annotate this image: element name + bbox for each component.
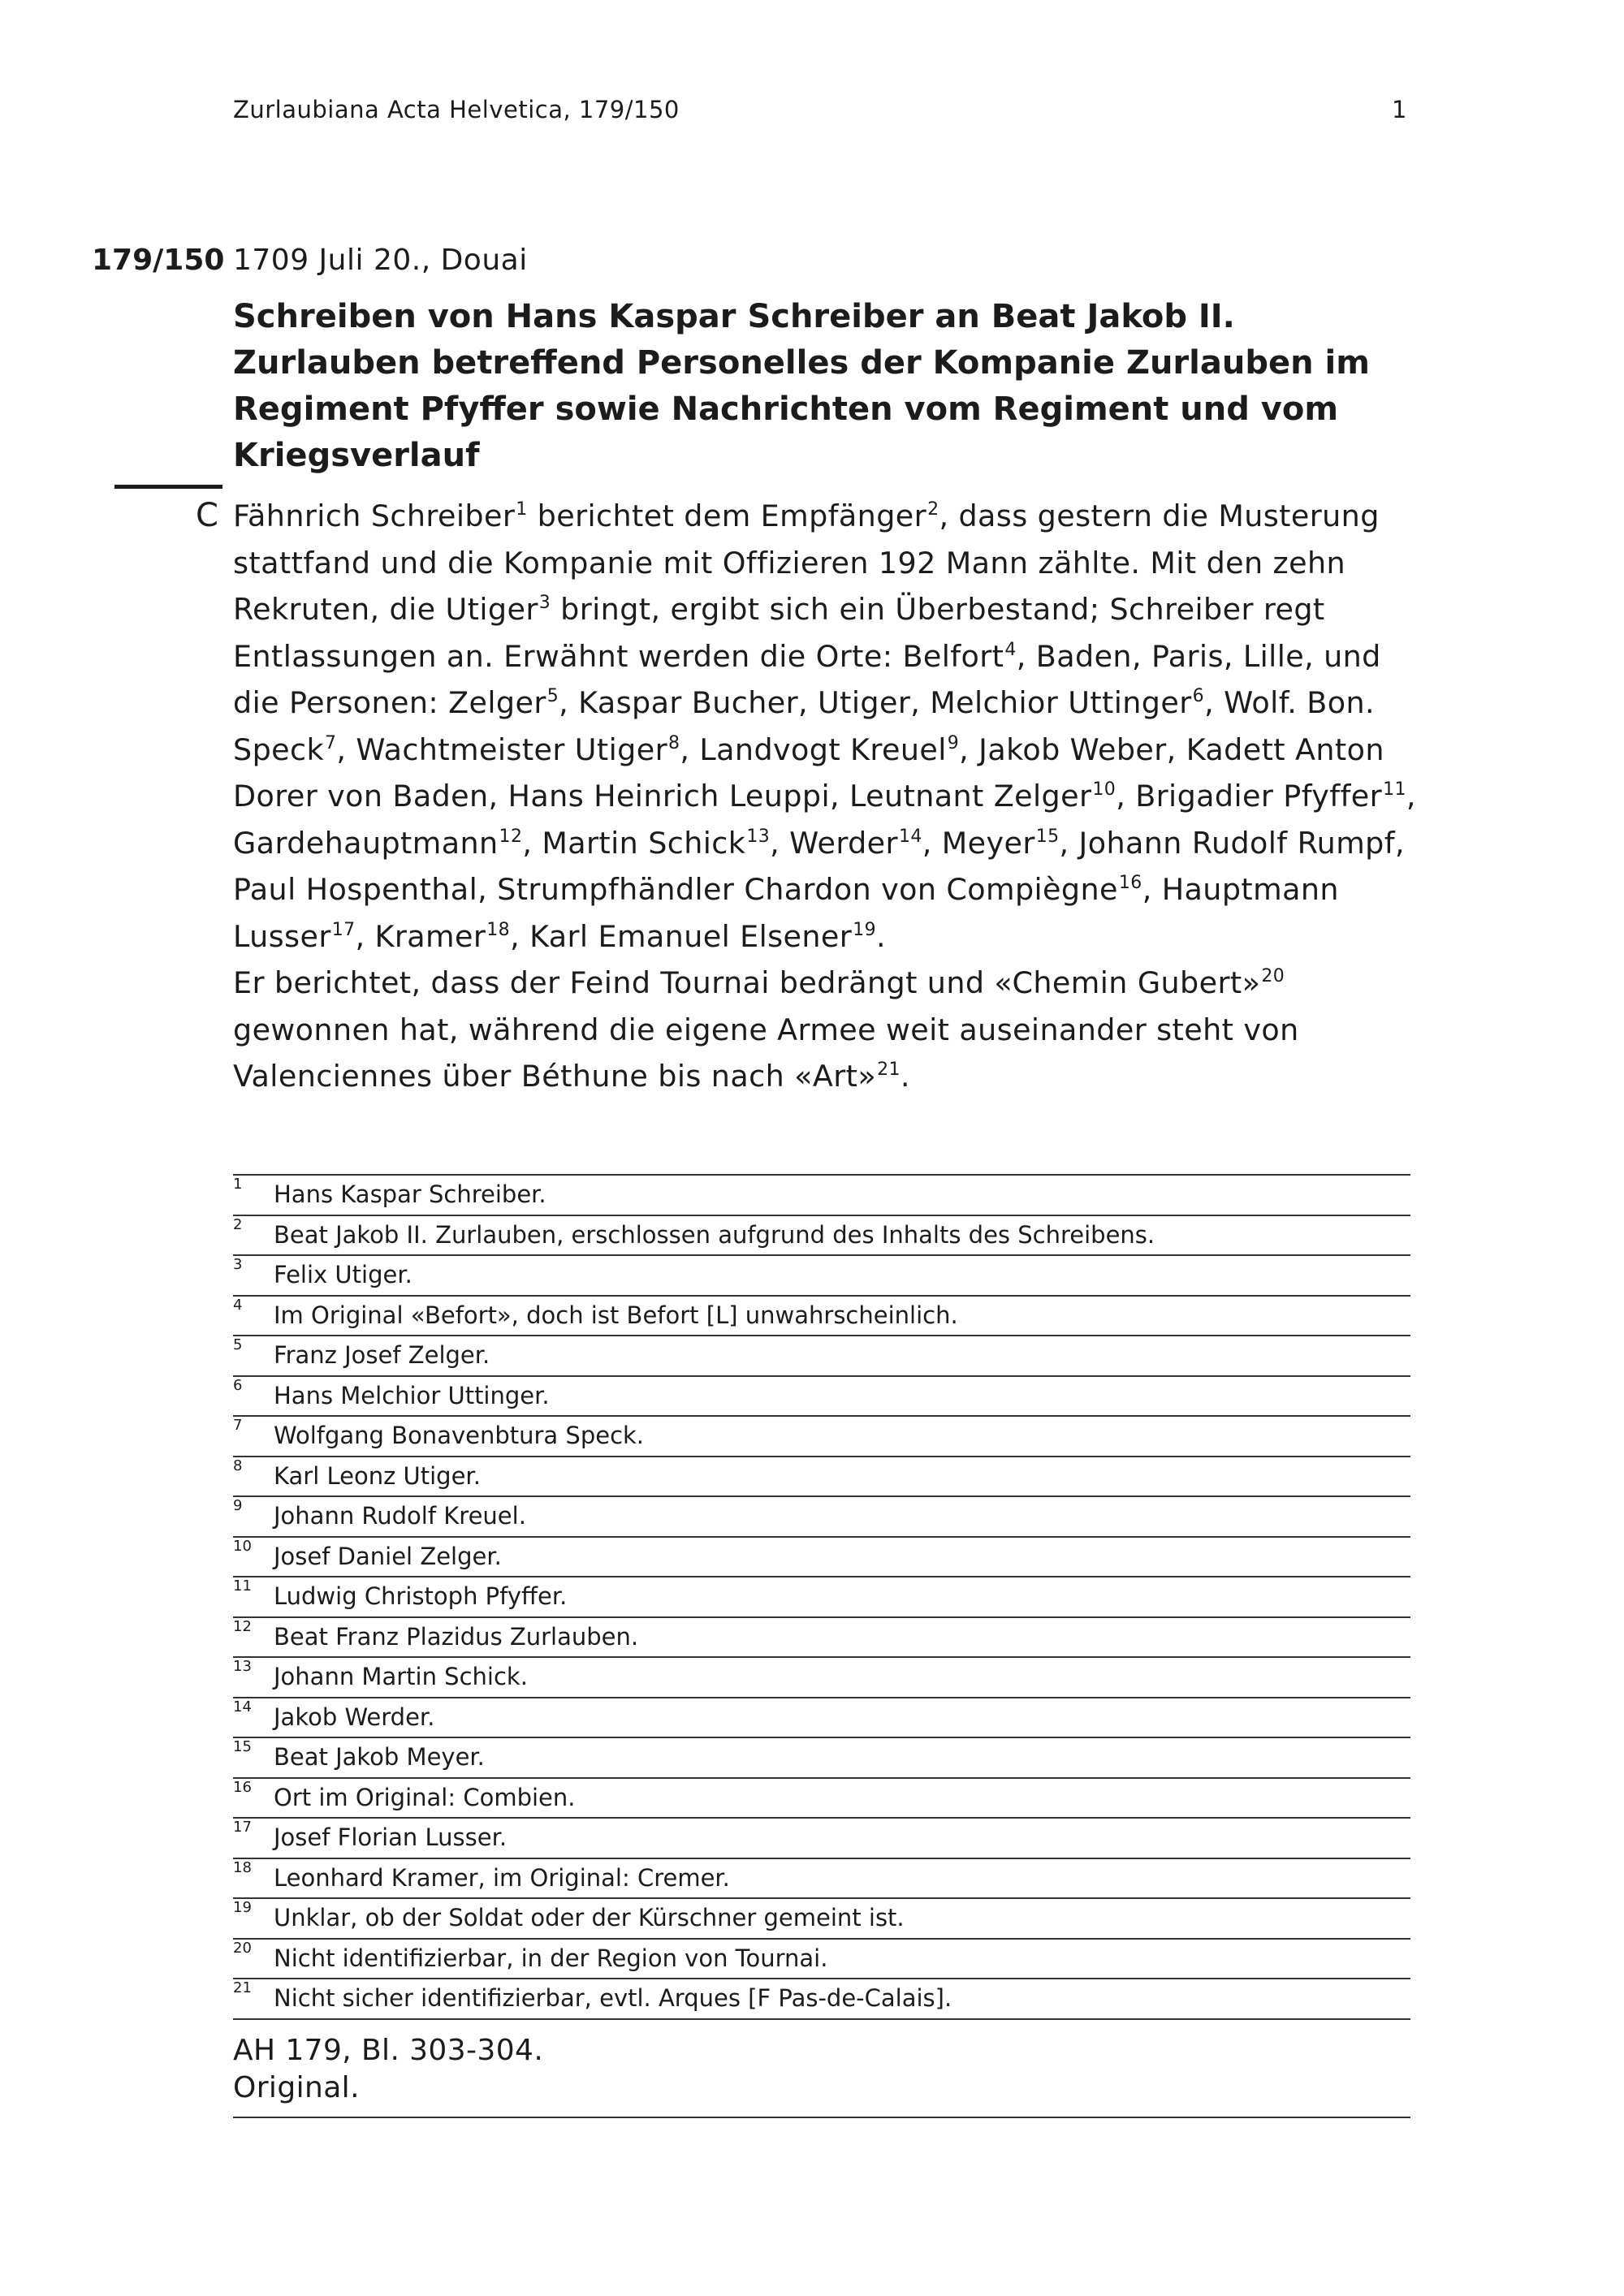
margin-mark: C	[196, 497, 218, 534]
footnote-ref[interactable]: 18	[486, 919, 511, 940]
summary-paragraph-1: Fähnrich Schreiber$^1$ berichtet dem Empfänger$^2$, dass gestern die Musterung stattfand und die Kompanie mit Offizieren 192 Mann zählte. Mit den zehn Rekruten, die Utiger$^3$ bringt, ergibt sich ein Überbestand; Schreiber regt Entlassungen an. Erwähnt werden die Orte: Belfort$^4$, Baden, Paris, Lille, und die Personen: Zelger$^5$, Kaspar Bucher, Utiger, Melchior Uttinger$^6$, Wolf. Bon. Speck$^7$, Wachtmeister Utiger$^8$, Landvogt Kreuel$^9$, Jakob Weber, Kadett Anton Dorer von Baden, Hans Heinrich Leuppi, Leutnant Zelger$^{10}$, Brigadier Pfyffer$^{11}$, Gardehauptmann$^{12}$, Martin Schick$^{13}$, Werder$^{14}$, Meyer$^{15}$, Johann Rudolf Rumpf, Paul Hospenthal, Strumpfhändler Chardon von Compiègne$^{16}$, Hauptmann Lusser$^{17}$, Kramer$^{18}$, Karl Emanuel Elsener$^{19}$.	[233, 498, 1416, 954]
footnote-text: Johann Rudolf Kreuel.	[274, 1502, 526, 1530]
footnote-text: Im Original «Befort», doch ist Befort [L] unwahrscheinlich.	[274, 1301, 958, 1329]
footnote-item	[233, 1940, 1410, 1980]
footnote-item	[233, 1297, 1410, 1337]
footnote-text: Leonhard Kramer, im Original: Cremer.	[274, 1863, 730, 1892]
footnote-text: Franz Josef Zelger.	[274, 1341, 490, 1369]
footnote-item	[233, 1497, 1410, 1538]
footnote-ref[interactable]: 10	[1092, 779, 1116, 800]
footnote-text: Felix Utiger.	[274, 1261, 412, 1288]
footnote-ref[interactable]: 5	[546, 686, 559, 706]
page-number: 1	[1392, 96, 1407, 123]
footnote-item	[233, 1899, 1410, 1940]
footnote-text: Beat Jakob II. Zurlauben, erschlossen aufgrund des Inhalts des Schreibens.	[274, 1220, 1155, 1249]
footnote-number: 17	[233, 1819, 252, 1836]
footnote-ref[interactable]: 1	[516, 499, 528, 520]
footnote-text: Josef Florian Lusser.	[274, 1823, 508, 1851]
document-date-place: 1709 Juli 20., Douai	[233, 244, 528, 277]
footnote-ref[interactable]: 20	[1261, 966, 1285, 986]
footnote-text: Wolfgang Bonavenbtura Speck.	[274, 1422, 645, 1449]
footnote-ref[interactable]: 9	[947, 732, 960, 753]
footnote-ref[interactable]: 6	[1192, 686, 1205, 706]
footnote-number: 5	[233, 1336, 243, 1353]
footnote-number: 7	[233, 1417, 243, 1434]
footnote-text: Nicht identifizierbar, in der Region von Tournai.	[274, 1944, 828, 1972]
footnote-number: 10	[233, 1537, 252, 1555]
footnote-item	[233, 1538, 1410, 1578]
footnote-text: Hans Melchior Uttinger.	[274, 1381, 550, 1409]
summary-paragraph-2: Er berichtet, dass der Feind Tournai bedrängt und «Chemin Gubert»$^{20}$ gewonnen hat, während die eigene Armee weit auseinander steht von Valenciennes über Béthune bis nach «Art»$^{21}$.	[233, 965, 1299, 1094]
footnote-ref[interactable]: 8	[668, 732, 680, 753]
footnote-text: Ludwig Christoph Pfyffer.	[274, 1582, 568, 1610]
footnote-ref[interactable]: 13	[746, 826, 771, 847]
summary	[233, 493, 1419, 1100]
footnote-ref[interactable]: 11	[1383, 779, 1406, 800]
footnote-item	[233, 1779, 1410, 1819]
footnote-number: 4	[233, 1296, 243, 1314]
footnote-text: Johann Martin Schick.	[274, 1663, 528, 1690]
footnote-text: Unklar, ob der Soldat oder der Kürschner gemeint ist.	[274, 1904, 905, 1931]
source-reference	[233, 2032, 1410, 2118]
footnote-item	[233, 1738, 1410, 1779]
footnote-number: 6	[233, 1376, 243, 1394]
footnote-ref[interactable]: 16	[1118, 873, 1142, 893]
footnote-ref[interactable]: 19	[853, 919, 876, 940]
footnote-item	[233, 1377, 1410, 1418]
footnotes-list	[233, 1174, 1410, 2020]
footnote-ref[interactable]: 4	[1004, 639, 1017, 660]
footnote-item	[233, 1176, 1410, 1216]
margin-rule	[114, 485, 222, 489]
footnote-number: 12	[233, 1617, 252, 1635]
document-title: Schreiben von Hans Kaspar Schreiber an Beat Jakob II. Zurlauben betreffend Personelles der Kompanie Zurlauben im Regiment Pfyffer sowie Nachrichten vom Regiment und vom Kriegsverlauf	[233, 298, 1370, 474]
footnote-text: Jakob Werder.	[274, 1703, 435, 1731]
footnote-text: Hans Kaspar Schreiber.	[274, 1180, 546, 1208]
footnote-number: 20	[233, 1939, 252, 1957]
footnote-text: Nicht sicher identifizierbar, evtl. Arques [F Pas-de-Calais].	[274, 1984, 952, 2012]
footnote-number: 11	[233, 1577, 252, 1595]
footnote-ref[interactable]: 7	[325, 732, 337, 753]
footnote-ref[interactable]: 17	[331, 919, 356, 940]
running-head: Zurlaubiana Acta Helvetica, 179/150	[233, 96, 680, 123]
footnote-text: Ort im Original: Combien.	[274, 1783, 576, 1811]
footnote-text: Karl Leonz Utiger.	[274, 1461, 481, 1490]
footnote-number: 13	[233, 1658, 252, 1675]
footnote-ref[interactable]: 21	[877, 1060, 901, 1080]
footnote-item	[233, 1859, 1410, 1900]
footnote-item	[233, 1618, 1410, 1659]
footnote-number: 19	[233, 1899, 252, 1916]
footnote-item	[233, 1216, 1410, 1257]
footnote-item	[233, 1698, 1410, 1739]
footnote-ref[interactable]: 15	[1035, 826, 1060, 847]
footnote-number: 15	[233, 1738, 252, 1755]
footnote-item	[233, 1336, 1410, 1377]
source-type: Original.	[233, 2071, 360, 2104]
footnote-number: 14	[233, 1698, 252, 1716]
footnote-ref[interactable]: 3	[538, 593, 551, 613]
footnote-number: 16	[233, 1778, 252, 1796]
footnote-item	[233, 1658, 1410, 1698]
footnote-item	[233, 1417, 1410, 1457]
footnote-number: 8	[233, 1457, 243, 1474]
footnote-number: 3	[233, 1256, 243, 1273]
footnote-number: 18	[233, 1858, 252, 1876]
footnote-item	[233, 1256, 1410, 1297]
footnote-text: Beat Jakob Meyer.	[274, 1743, 485, 1771]
footnote-number: 1	[233, 1176, 243, 1193]
footnote-item	[233, 1819, 1410, 1859]
footnote-number: 9	[233, 1497, 243, 1514]
footnote-number: 2	[233, 1215, 243, 1233]
footnote-item	[233, 1577, 1410, 1618]
footnote-text: Josef Daniel Zelger.	[274, 1542, 502, 1570]
footnote-item	[233, 1979, 1410, 2020]
source-archive: AH 179, Bl. 303-304.	[233, 2034, 544, 2067]
footnote-text: Beat Franz Plazidus Zurlauben.	[274, 1622, 639, 1651]
footnote-ref[interactable]: 12	[499, 826, 523, 847]
footnote-item	[233, 1457, 1410, 1498]
footnote-ref[interactable]: 14	[898, 826, 922, 847]
footnote-number: 21	[233, 1979, 252, 1996]
document-number: 179/150	[92, 244, 225, 277]
footnote-ref[interactable]: 2	[927, 499, 939, 520]
